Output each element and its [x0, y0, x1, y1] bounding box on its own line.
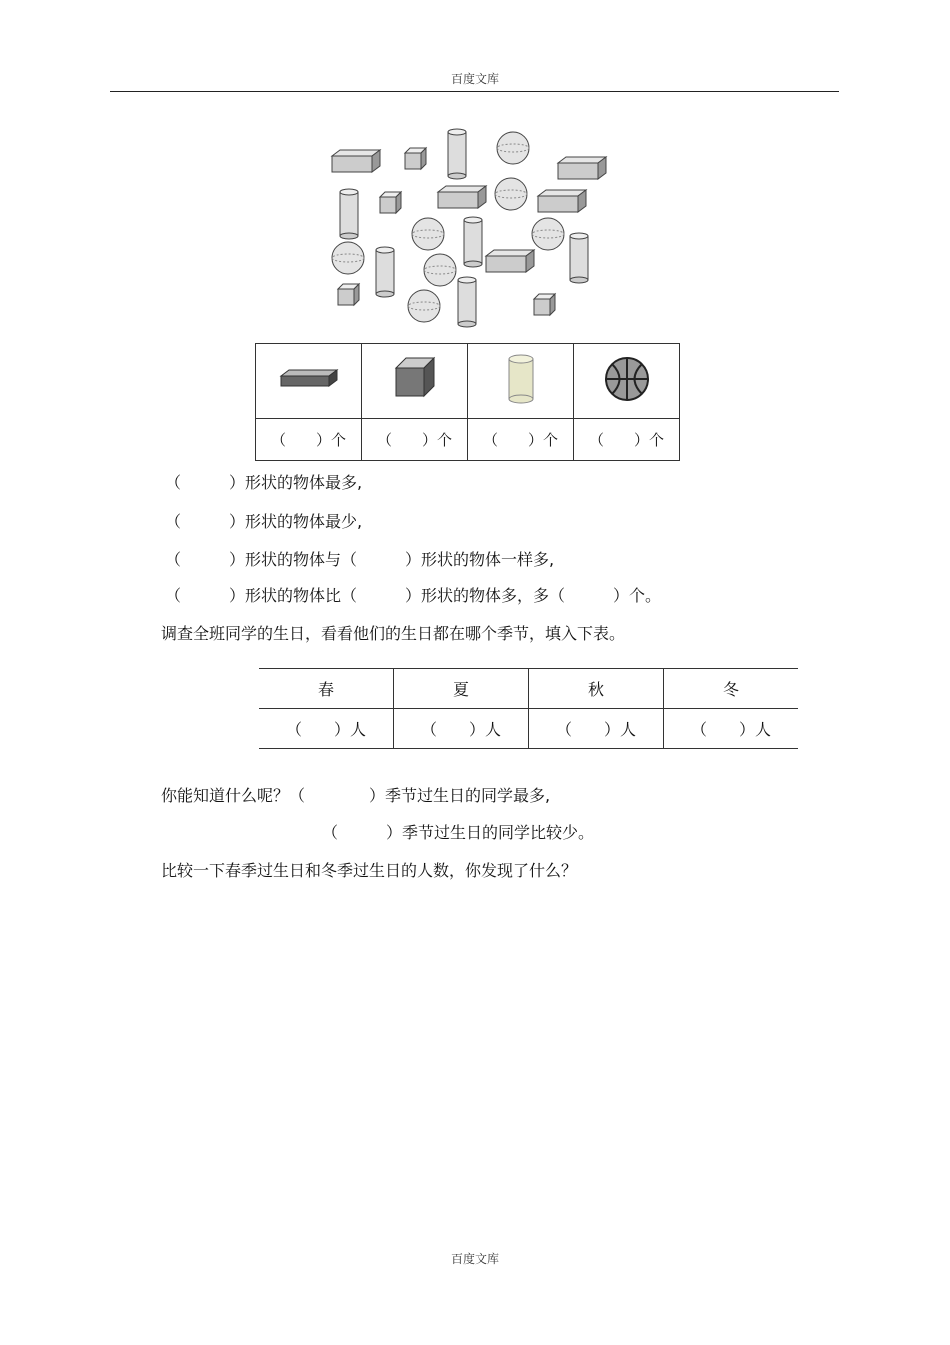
shape-count-answer[interactable]: （ ）个	[256, 419, 362, 461]
shape-count-answer[interactable]: （ ）个	[362, 419, 468, 461]
season-table	[259, 668, 798, 749]
flat-cuboid-icon	[277, 364, 341, 394]
page-footer: 百度文库	[450, 1252, 499, 1266]
shape-count-answer[interactable]: （ ）个	[574, 419, 680, 461]
question-equal: （ ）形状的物体与（ ）形状的物体一样多,	[165, 550, 555, 569]
header-rule	[110, 91, 839, 92]
survey-intro: 调查全班同学的生日，看看他们的生日都在哪个季节，填入下表。	[161, 624, 626, 643]
season-count-answer[interactable]: （ ）人	[394, 709, 529, 749]
season-header: 春	[259, 669, 394, 709]
cylinder-icon	[504, 352, 538, 406]
shape-cell	[574, 344, 680, 419]
season-count-answer[interactable]: （ ）人	[529, 709, 664, 749]
shape-cell	[256, 344, 362, 419]
question-most: （ ）形状的物体最多,	[165, 473, 363, 492]
season-count-answer[interactable]: （ ）人	[664, 709, 799, 749]
ball-icon	[603, 355, 651, 403]
season-header: 夏	[394, 669, 529, 709]
question-least: （ ）形状的物体最少,	[165, 512, 363, 531]
season-header: 冬	[664, 669, 799, 709]
know-question-most: 你能知道什么呢？（ ）季节过生日的同学最多,	[161, 786, 551, 805]
shape-count-answer[interactable]: （ ）个	[468, 419, 574, 461]
know-question-less: （ ）季节过生日的同学比较少。	[322, 823, 595, 842]
shape-cell	[468, 344, 574, 419]
shape-cell	[362, 344, 468, 419]
question-more: （ ）形状的物体比（ ）形状的物体多，多（ ）个。	[165, 586, 662, 605]
cube-icon	[390, 354, 440, 404]
season-count-answer[interactable]: （ ）人	[259, 709, 394, 749]
compare-question: 比较一下春季过生日和冬季过生日的人数，你发现了什么？	[161, 861, 578, 880]
shape-count-table	[255, 343, 680, 461]
page-header: 百度文库	[450, 72, 499, 86]
season-header: 秋	[529, 669, 664, 709]
solids-illustration	[320, 120, 626, 335]
